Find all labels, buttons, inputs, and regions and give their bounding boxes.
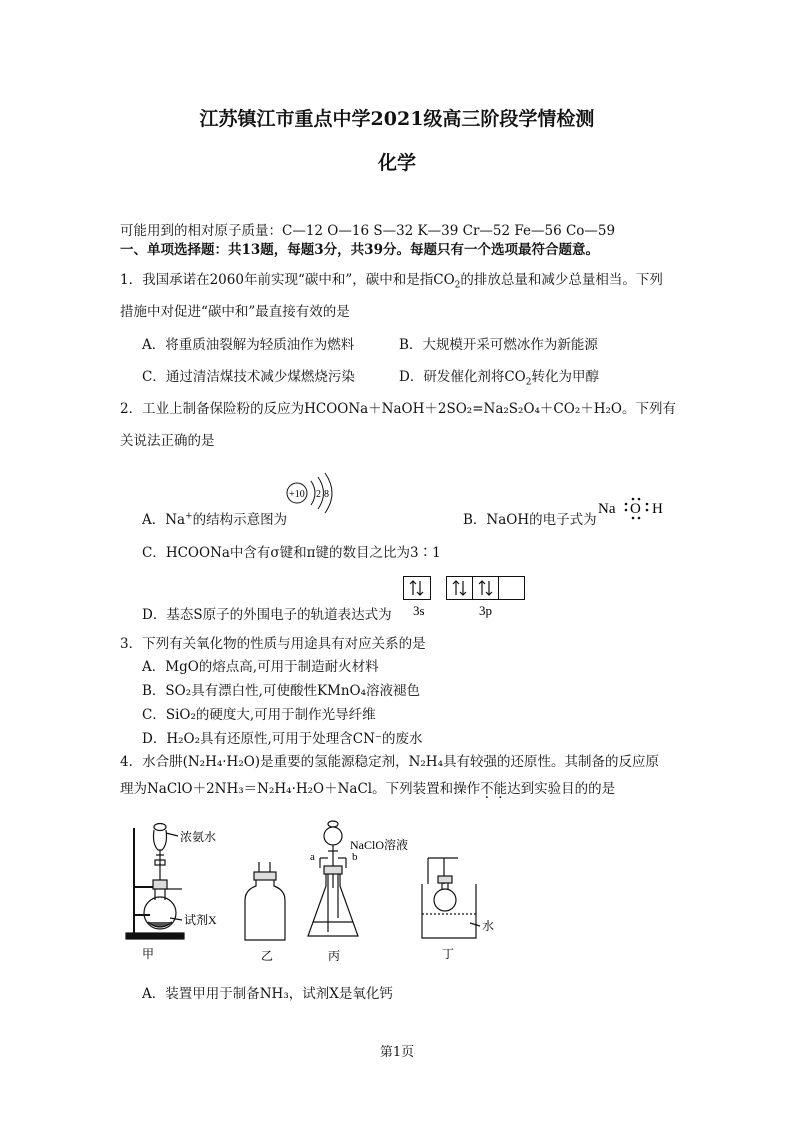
q2-option-a-part1: A．Na — [142, 512, 186, 528]
na-ion-structure-diagram — [285, 476, 355, 526]
q4-stem-line2 — [120, 780, 615, 798]
q1-option-a: A．将重质油裂解为轻质油作为燃料 — [142, 337, 355, 353]
naoh-electron-formula — [598, 496, 668, 522]
apparatus-ding — [418, 854, 508, 964]
q4-stem-line1: 4．水合肼(N₂H₄·H₂O)是重要的氢能源稳定剂，N₂H₄具有较强的还原性。其制备的反应原 — [120, 754, 659, 770]
section-heading: 一、单项选择题：共13题，每题3分，共39分。每题只有一个选项最符合题意。 — [120, 242, 599, 258]
q1-stem-line1: 1．我国承诺在2060年前实现“碳中和”，碳中和是指$CO_2$的排放总量和减少总量相当。下列 — [120, 272, 663, 291]
atomic-mass-line: 可能用到的相对原子质量：C—12 O—16 S—32 K—39 Cr—52 Fe—56 Co—59 — [120, 223, 616, 239]
q3-option-b: B．SO₂具有漂白性,可使酸性KMnO₄溶液褪色 — [142, 683, 421, 699]
apparatus-jia — [120, 820, 260, 970]
caption-yi: 乙 — [261, 949, 274, 963]
label-a: a — [310, 851, 315, 863]
label-3p: 3p — [479, 603, 492, 618]
caption-ding: 丁 — [442, 947, 455, 961]
label-b: b — [352, 851, 358, 863]
q1-option-b: B．大规模开采可燃冰作为新能源 — [399, 337, 598, 353]
q1-option-d: D．研发催化剂将$CO_2$转化为甲醇 — [399, 369, 599, 388]
label-ammonia: 浓氨水 — [180, 830, 217, 844]
q2-option-c: C．HCOONa中含有σ键和π键的数目之比为3∶1 — [142, 545, 441, 561]
q2-stem-line1: 2．工业上制备保险粉的反应为HCOONa＋NaOH＋2SO₂=Na₂S₂O₄＋CO₂＋H₂O。下列有 — [120, 401, 676, 417]
shell2-count: 8 — [324, 489, 329, 500]
sulfur-orbital-diagram — [403, 576, 533, 620]
q1-stem-part1: 1．我国承诺在2060年前实现“碳中和”，碳中和是指CO — [120, 272, 455, 288]
page-title: 江苏镇江市重点中学2021级高三阶段学情检测 — [199, 108, 595, 130]
apparatus-bing — [300, 818, 420, 968]
q4-emphasis-2: 能 — [493, 781, 508, 797]
q1-option-d-part1: D．研发催化剂将CO — [399, 369, 526, 385]
q1-option-c: C．通过清洁煤技术减少煤燃烧污染 — [142, 369, 355, 385]
q3-option-a: A．MgO的熔点高,可用于制造耐火材料 — [142, 659, 379, 675]
q1-stem-part2: 的排放总量和减少总量相当。下列 — [460, 272, 663, 288]
formula-na: Na — [598, 501, 616, 517]
label-water: 水 — [482, 919, 495, 933]
label-reagent-x: 试剂X — [184, 913, 217, 927]
q4-stem-part2: 达到实验目的的是 — [507, 781, 616, 797]
q2-option-a — [142, 511, 287, 529]
q1-stem-line2: 措施中对促进“碳中和”最直接有效的是 — [120, 304, 350, 320]
nucleus-charge: +10 — [289, 489, 305, 500]
page-subtitle: 化学 — [377, 152, 416, 174]
formula-o: O — [630, 501, 641, 517]
q2-option-a-sup: + — [185, 511, 193, 522]
shell1-count: 2 — [316, 489, 321, 500]
q2-stem-line2: 关说法正确的是 — [120, 433, 215, 449]
q1-option-d-part2: 转化为甲醇 — [531, 369, 599, 385]
apparatus-yi — [240, 862, 290, 972]
page-number: 第1页 — [379, 1045, 415, 1060]
caption-jia: 甲 — [142, 947, 155, 961]
q2-option-d: D．基态S原子的外围电子的轨道表达式为 — [142, 607, 392, 623]
q2-option-a-part2: 的结构示意图为 — [192, 512, 288, 528]
caption-bing: 丙 — [328, 949, 341, 963]
q3-option-c: C．SiO₂的硬度大,可用于制作光导纤维 — [142, 707, 376, 723]
q4-stem-part1: 理为NaClO＋2NH₃＝N₂H₄·H₂O＋NaCl。下列装置和操作 — [120, 781, 481, 797]
q4-emphasis-1: 不 — [480, 781, 494, 797]
q2-option-b: B．NaOH的电子式为 — [463, 512, 597, 528]
label-naclo: NaClO溶液 — [350, 838, 408, 852]
q3-stem: 3．下列有关氧化物的性质与用途具有对应关系的是 — [120, 636, 426, 652]
label-3s: 3s — [413, 603, 425, 618]
q3-option-d: D．H₂O₂具有还原性,可用于处理含CN⁻的废水 — [142, 731, 423, 747]
formula-h: H — [652, 501, 663, 517]
q4-option-a: A．装置甲用于制备NH₃，试剂X是氧化钙 — [142, 986, 393, 1002]
